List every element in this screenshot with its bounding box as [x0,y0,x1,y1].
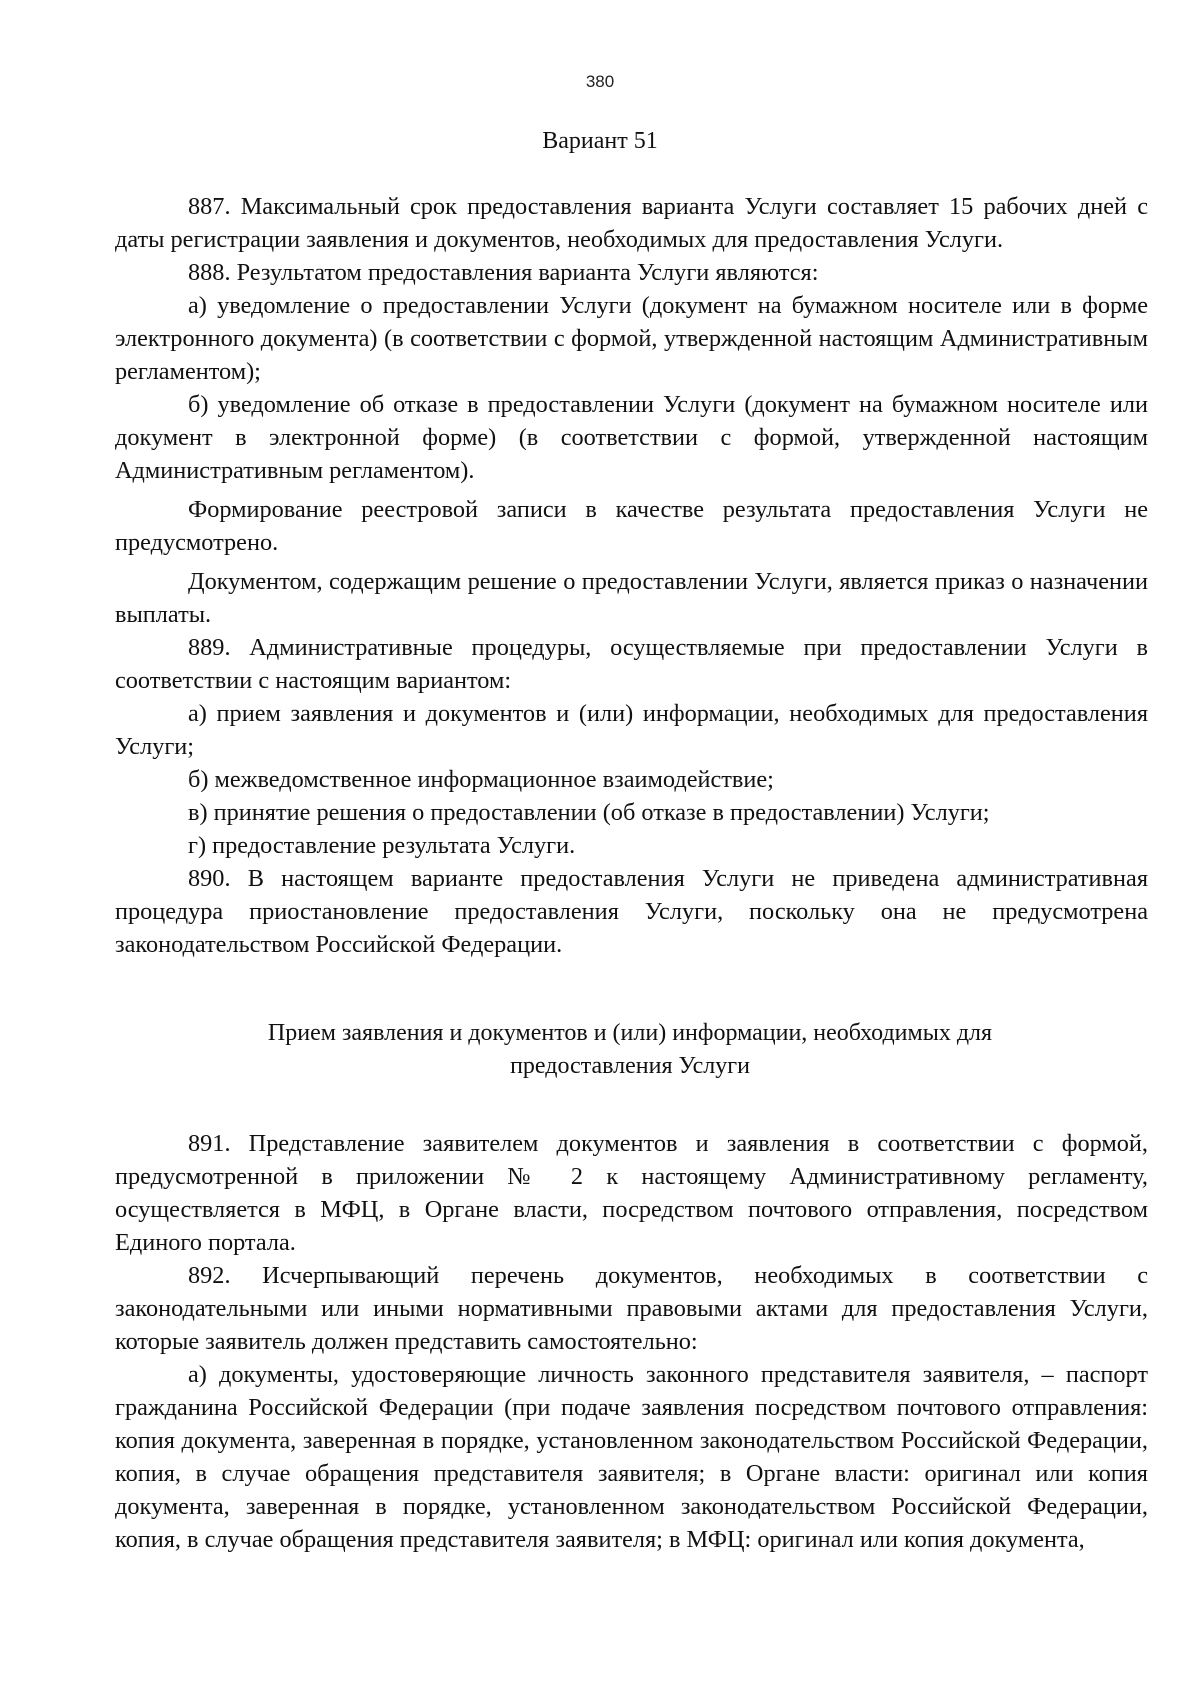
paragraph-889: 889. Административные процедуры, осуществляемые при предоставлении Услуги в соответствии с настоящим вариантом: [115,634,1148,694]
paragraph-888-b: б) уведомление об отказе в предоставлении Услуги (документ на бумажном носителе или документ в электронной форме) (в соответствии с формой, утвержденной настоящим Административным регламентом). [115,391,1148,484]
paragraph-888-a: а) уведомление о предоставлении Услуги (документ на бумажном носителе или в форме электронного документа) (в соответствии с формой, утвержденной настоящим Административным регламентом); [115,292,1148,385]
section-2-body [115,1127,1148,1556]
paragraph-registry-record: Формирование реестровой записи в качестве результата предоставления Услуги не предусмотрено. [115,496,1148,556]
paragraph-889-g: г) предоставление результата Услуги. [188,832,576,859]
paragraph-890: 890. В настоящем варианте предоставления Услуги не приведена административная процедура приостановление предоставления Услуги, поскольку она не предусмотрена законодательством Российской Федерации. [115,865,1148,958]
section-heading: Прием заявления и документов и (или) информации, необходимых для предоставления Услуги [267,1020,993,1079]
paragraph-891: 891. Представление заявителем документов и заявления в соответствии с формой, предусмотренной в приложении № 2 к настоящему Административному регламенту, осуществляется в МФЦ, в Органе власти, посредством почтового отправления, посредством Единого портала. [115,1130,1148,1256]
paragraph-892: 892. Исчерпывающий перечень документов, необходимых в соответствии с законодательными или иными нормативными правовыми актами для предоставления Услуги, которые заявитель должен представить самостоятельно: [115,1262,1148,1355]
paragraph-892-a: а) документы, удостоверяющие личность законного представителя заявителя, – паспорт гражданина Российской Федерации (при подаче заявления посредством почтового отправления: копия документа, заверенная в порядке, установленном законодательством Российской Федерации, копия, в случае обращения представителя заявителя; в Органе власти: оригинал или копия документа, заверенная в порядке, установленном законодательством Российской Федерации, копия, в случае обращения представителя заявителя; в МФЦ: оригинал или копия документа, [115,1361,1148,1553]
paragraph-889-a: а) прием заявления и документов и (или) информации, необходимых для предоставления Услуги; [115,700,1148,760]
paragraph-889-b: б) межведомственное информационное взаимодействие; [188,766,774,793]
paragraph-decision-document: Документом, содержащим решение о предоставлении Услуги, является приказ о назначении выплаты. [115,568,1148,628]
paragraph-888: 888. Результатом предоставления варианта Услуги являются: [188,259,819,286]
section-1-body [115,190,1148,961]
variant-title: Вариант 51 [542,128,658,154]
paragraph-889-v: в) принятие решения о предоставлении (об отказе в предоставлении) Услуги; [188,799,990,826]
paragraph-887: 887. Максимальный срок предоставления варианта Услуги составляет 15 рабочих дней с даты регистрации заявления и документов, необходимых для предоставления Услуги. [115,193,1148,253]
page-number: 380 [585,72,615,91]
